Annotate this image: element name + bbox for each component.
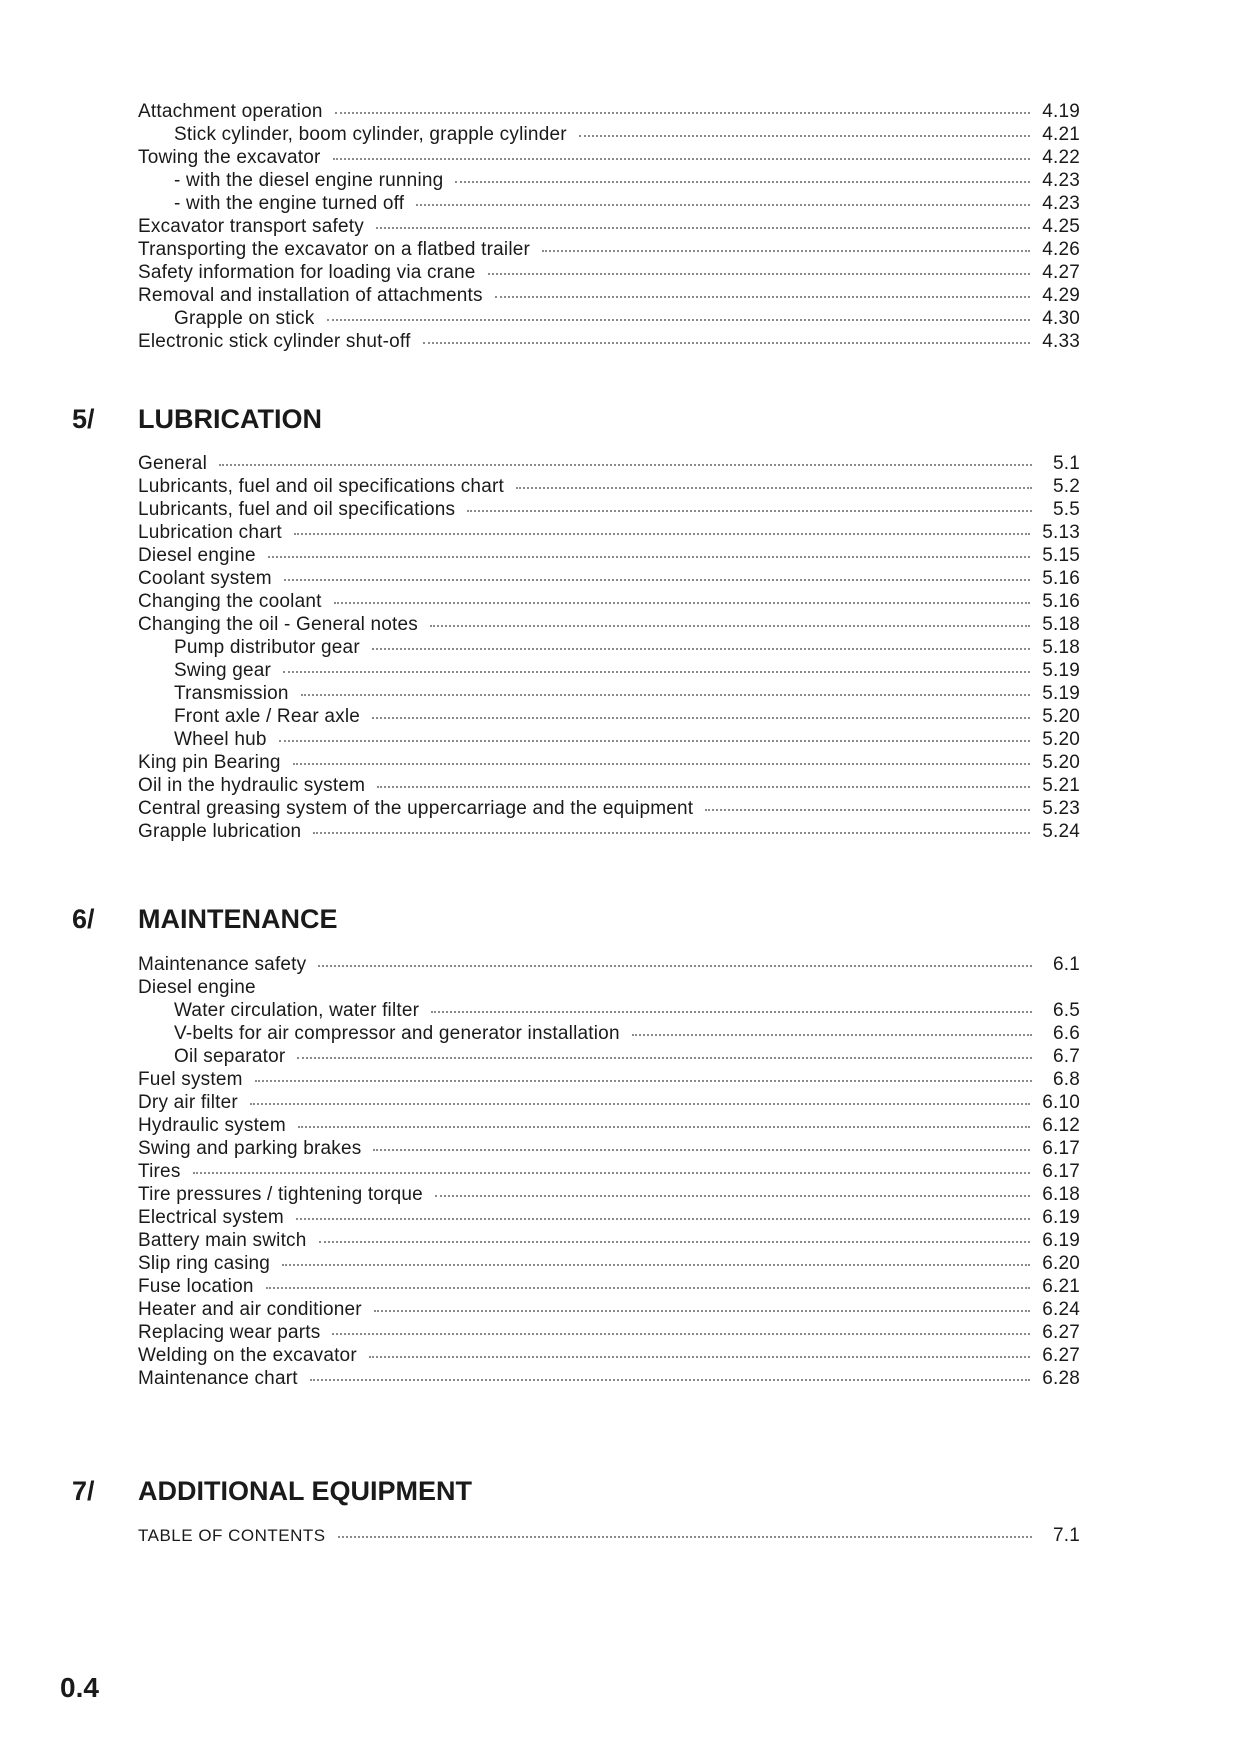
toc-entry[interactable] — [138, 1068, 1080, 1091]
toc-entry[interactable] — [138, 307, 1080, 330]
toc-entry-page: 6.17 — [1042, 1161, 1080, 1182]
toc-entry-label: Grapple lubrication — [138, 821, 302, 842]
toc-entry[interactable] — [138, 238, 1080, 261]
dot-leader — [372, 647, 1030, 650]
toc-entry-label: TABLE OF CONTENTS — [138, 1526, 326, 1545]
dot-leader — [318, 964, 1032, 967]
dot-leader — [327, 318, 1031, 321]
toc-entry[interactable] — [138, 636, 1080, 659]
toc-entry-page: 5.21 — [1042, 775, 1080, 796]
toc-entry-label: Oil separator — [174, 1046, 286, 1067]
toc-entry-page: 5.16 — [1042, 568, 1080, 589]
toc-entry[interactable] — [138, 820, 1080, 843]
toc-entry-page: 5.23 — [1042, 798, 1080, 819]
toc-entry-label: Maintenance chart — [138, 1368, 298, 1389]
toc-entry-page: 4.22 — [1042, 147, 1080, 168]
toc-entry[interactable] — [138, 330, 1080, 353]
toc-entry[interactable] — [138, 613, 1080, 636]
toc-entry-page: 4.27 — [1042, 262, 1080, 283]
dot-leader — [372, 716, 1030, 719]
dot-leader — [416, 203, 1030, 206]
toc-section-4-entries — [138, 100, 1080, 353]
toc-entry-label: Pump distributor gear — [174, 637, 360, 658]
toc-entry-label: Electrical system — [138, 1207, 284, 1228]
toc-entry[interactable] — [138, 1137, 1080, 1160]
dot-leader — [283, 670, 1030, 673]
toc-entry-label: Battery main switch — [138, 1230, 307, 1251]
dot-leader — [301, 693, 1031, 696]
toc-entry-page: 5.24 — [1042, 821, 1080, 842]
toc-entry-page: 6.8 — [1052, 1069, 1080, 1090]
toc-entry[interactable] — [138, 1524, 1080, 1547]
toc-entry-label: Coolant system — [138, 568, 272, 589]
toc-entry[interactable] — [138, 261, 1080, 284]
toc-entry-label: Safety information for loading via crane — [138, 262, 476, 283]
toc-entry[interactable] — [138, 169, 1080, 192]
toc-entry-page: 4.23 — [1042, 193, 1080, 214]
dot-leader — [335, 111, 1031, 114]
toc-entry-page: 6.19 — [1042, 1230, 1080, 1251]
toc-entry[interactable] — [138, 682, 1080, 705]
toc-entry-page: 5.20 — [1042, 706, 1080, 727]
toc-entry-label: Replacing wear parts — [138, 1322, 321, 1343]
toc-entry[interactable] — [138, 1344, 1080, 1367]
toc-entry-page: 7.1 — [1052, 1525, 1080, 1546]
section-7-heading — [72, 1476, 472, 1507]
toc-entry-page: 6.19 — [1042, 1207, 1080, 1228]
dot-leader — [467, 509, 1032, 512]
toc-entry-label: Lubricants, fuel and oil specifications chart — [138, 476, 504, 497]
toc-entry-label: Dry air filter — [138, 1092, 238, 1113]
toc-entry[interactable] — [138, 1114, 1080, 1137]
dot-leader — [333, 157, 1031, 160]
toc-entry[interactable] — [138, 728, 1080, 751]
toc-entry-label: Transmission — [174, 683, 289, 704]
section-5-number: 5/ — [72, 404, 95, 434]
section-6-heading — [72, 904, 338, 935]
dot-leader — [374, 1309, 1030, 1312]
toc-entry-page: 5.18 — [1042, 637, 1080, 658]
page-number: 0.4 — [60, 1672, 99, 1703]
dot-leader — [298, 1125, 1030, 1128]
toc-entry-label: Electronic stick cylinder shut-off — [138, 331, 411, 352]
toc-entry-label: Changing the coolant — [138, 591, 322, 612]
toc-entry[interactable] — [138, 1206, 1080, 1229]
dot-leader — [495, 295, 1031, 298]
toc-entry[interactable] — [138, 590, 1080, 613]
toc-entry-label: Changing the oil - General notes — [138, 614, 418, 635]
toc-entry[interactable] — [138, 123, 1080, 146]
dot-leader — [516, 486, 1032, 489]
toc-entry-page: 6.1 — [1052, 954, 1080, 975]
dot-leader — [632, 1033, 1032, 1036]
toc-entry[interactable] — [138, 953, 1080, 976]
toc-entry[interactable] — [138, 705, 1080, 728]
toc-entry-label: Tires — [138, 1161, 181, 1182]
toc-entry[interactable] — [138, 1160, 1080, 1183]
toc-entry-label: V-belts for air compressor and generator installation — [174, 1023, 620, 1044]
dot-leader — [542, 249, 1030, 252]
toc-entry-label: Front axle / Rear axle — [174, 706, 361, 727]
toc-entry[interactable] — [138, 1321, 1080, 1344]
section-5-heading — [72, 404, 322, 435]
section-7-title: ADDITIONAL EQUIPMENT — [138, 1476, 473, 1506]
toc-entry[interactable] — [138, 192, 1080, 215]
toc-entry-label: Central greasing system of the uppercarriage and the equipment — [138, 798, 694, 819]
toc-entry-label: Welding on the excavator — [138, 1345, 357, 1366]
toc-entry-page: 5.5 — [1052, 499, 1080, 520]
toc-entry-page: 4.25 — [1042, 216, 1080, 237]
toc-entry-label: Diesel engine — [138, 977, 256, 998]
toc-entry[interactable] — [138, 146, 1080, 169]
toc-entry[interactable] — [138, 521, 1080, 544]
toc-entry-label: Attachment operation — [138, 101, 323, 122]
toc-entry[interactable] — [138, 284, 1080, 307]
toc-entry-page: 6.7 — [1052, 1046, 1080, 1067]
section-6-title: MAINTENANCE — [138, 904, 338, 934]
toc-entry-page: 5.19 — [1042, 660, 1080, 681]
dot-leader — [255, 1079, 1032, 1082]
dot-leader — [705, 808, 1030, 811]
toc-entry[interactable] — [138, 1183, 1080, 1206]
toc-entry[interactable] — [138, 659, 1080, 682]
toc-entry[interactable] — [138, 797, 1080, 820]
dot-leader — [284, 578, 1030, 581]
toc-entry-page: 6.10 — [1042, 1092, 1080, 1113]
toc-entry-page: 6.18 — [1042, 1184, 1080, 1205]
section-7-number: 7/ — [72, 1476, 95, 1506]
toc-section-6-entries — [138, 953, 1080, 1390]
dot-leader — [377, 785, 1030, 788]
toc-entry[interactable] — [138, 1229, 1080, 1252]
toc-entry-page: 6.5 — [1052, 1000, 1080, 1021]
toc-entry-page: 4.21 — [1042, 124, 1080, 145]
toc-entry-page: 5.20 — [1042, 729, 1080, 750]
toc-entry-page: 6.17 — [1042, 1138, 1080, 1159]
toc-section-5-entries — [138, 452, 1080, 843]
toc-entry[interactable] — [138, 475, 1080, 498]
dot-leader — [376, 226, 1030, 229]
toc-entry-label: Swing and parking brakes — [138, 1138, 362, 1159]
toc-entry[interactable] — [138, 1298, 1080, 1321]
toc-entry-page: 4.29 — [1042, 285, 1080, 306]
toc-entry-label: King pin Bearing — [138, 752, 281, 773]
dot-leader — [332, 1332, 1030, 1335]
dot-leader — [313, 831, 1030, 834]
toc-entry-page: 5.1 — [1052, 453, 1080, 474]
toc-entry-label: Water circulation, water filter — [174, 1000, 420, 1021]
toc-entry[interactable] — [138, 1275, 1080, 1298]
toc-entry[interactable] — [138, 1252, 1080, 1275]
toc-entry-page: 5.15 — [1042, 545, 1080, 566]
toc-entry-label: Fuel system — [138, 1069, 243, 1090]
toc-entry-label: Hydraulic system — [138, 1115, 286, 1136]
toc-entry[interactable] — [138, 1045, 1080, 1068]
toc-entry-label: Lubricants, fuel and oil specifications — [138, 499, 456, 520]
dot-leader — [435, 1194, 1030, 1197]
toc-entry-label: Tire pressures / tightening torque — [138, 1184, 423, 1205]
toc-entry-label: Removal and installation of attachments — [138, 285, 483, 306]
dot-leader — [293, 762, 1031, 765]
toc-entry-page: 6.27 — [1042, 1345, 1080, 1366]
dot-leader — [268, 555, 1030, 558]
toc-entry[interactable] — [138, 1367, 1080, 1390]
toc-entry-label: Towing the excavator — [138, 147, 321, 168]
toc-entry-page: 6.28 — [1042, 1368, 1080, 1389]
dot-leader — [319, 1240, 1031, 1243]
toc-entry-label: Slip ring casing — [138, 1253, 271, 1274]
dot-leader — [369, 1355, 1030, 1358]
dot-leader — [266, 1286, 1031, 1289]
dot-leader — [431, 1010, 1032, 1013]
toc-entry[interactable] — [138, 976, 1080, 999]
dot-leader — [373, 1148, 1030, 1151]
toc-entry[interactable] — [138, 1022, 1080, 1045]
dot-leader — [296, 1217, 1030, 1220]
toc-entry[interactable] — [138, 100, 1080, 123]
toc-entry[interactable] — [138, 498, 1080, 521]
toc-entry-page: 5.18 — [1042, 614, 1080, 635]
toc-entry-label: Heater and air conditioner — [138, 1299, 362, 1320]
dot-leader — [579, 134, 1030, 137]
toc-entry-page: 4.26 — [1042, 239, 1080, 260]
toc-entry-label: General — [138, 453, 207, 474]
toc-entry-label: Grapple on stick — [174, 308, 315, 329]
section-5-title: LUBRICATION — [138, 404, 322, 434]
toc-entry-label: Excavator transport safety — [138, 216, 364, 237]
toc-entry-label: - with the diesel engine running — [174, 170, 444, 191]
toc-entry-label: Wheel hub — [174, 729, 267, 750]
dot-leader — [219, 463, 1032, 466]
toc-entry-label: Transporting the excavator on a flatbed trailer — [138, 239, 531, 260]
dot-leader — [297, 1056, 1032, 1059]
toc-entry-label: Oil in the hydraulic system — [138, 775, 366, 796]
toc-entry-page: 6.6 — [1052, 1023, 1080, 1044]
dot-leader — [423, 341, 1031, 344]
toc-entry-page: 6.12 — [1042, 1115, 1080, 1136]
dot-leader — [338, 1535, 1032, 1538]
toc-entry-page: 6.21 — [1042, 1276, 1080, 1297]
dot-leader — [279, 739, 1031, 742]
toc-entry[interactable] — [138, 751, 1080, 774]
toc-entry[interactable] — [138, 1091, 1080, 1114]
toc-entry[interactable] — [138, 215, 1080, 238]
toc-entry-label: Swing gear — [174, 660, 272, 681]
dot-leader — [310, 1378, 1031, 1381]
dot-leader — [250, 1102, 1030, 1105]
toc-entry-page: 5.16 — [1042, 591, 1080, 612]
toc-entry-page: 6.24 — [1042, 1299, 1080, 1320]
toc-entry-label: Diesel engine — [138, 545, 256, 566]
dot-leader — [282, 1263, 1030, 1266]
toc-entry[interactable] — [138, 774, 1080, 797]
toc-section-7-entries — [138, 1524, 1080, 1547]
toc-entry[interactable] — [138, 567, 1080, 590]
toc-entry-label: Lubrication chart — [138, 522, 282, 543]
toc-entry-page: 4.23 — [1042, 170, 1080, 191]
toc-entry-label: - with the engine turned off — [174, 193, 405, 214]
toc-entry-page: 4.19 — [1042, 101, 1080, 122]
dot-leader — [488, 272, 1031, 275]
toc-entry-page: 5.20 — [1042, 752, 1080, 773]
toc-entry-page: 4.33 — [1042, 331, 1080, 352]
toc-entry-page: 4.30 — [1042, 308, 1080, 329]
dot-leader — [455, 180, 1030, 183]
toc-entry-page: 6.27 — [1042, 1322, 1080, 1343]
toc-entry-page: 5.2 — [1052, 476, 1080, 497]
toc-entry-label: Stick cylinder, boom cylinder, grapple cylinder — [174, 124, 567, 145]
toc-entry-page: 6.20 — [1042, 1253, 1080, 1274]
toc-entry-label: Fuse location — [138, 1276, 254, 1297]
toc-entry-page: 5.13 — [1042, 522, 1080, 543]
toc-entry[interactable] — [138, 544, 1080, 567]
toc-entry-page: 5.19 — [1042, 683, 1080, 704]
section-6-number: 6/ — [72, 904, 95, 934]
dot-leader — [193, 1171, 1031, 1174]
toc-entry[interactable] — [138, 452, 1080, 475]
toc-entry[interactable] — [138, 999, 1080, 1022]
toc-entry-label: Maintenance safety — [138, 954, 307, 975]
dot-leader — [294, 532, 1030, 535]
dot-leader — [334, 601, 1031, 604]
dot-leader — [430, 624, 1030, 627]
